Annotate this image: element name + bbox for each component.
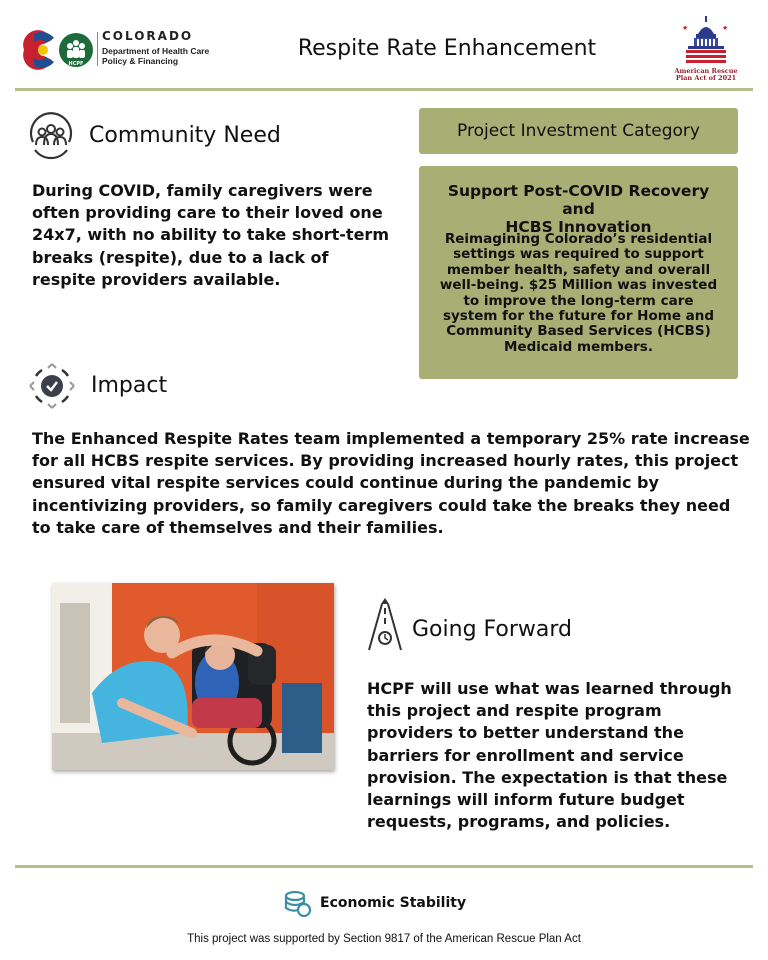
logo-dept-line1: Department of Health Care: [102, 46, 210, 56]
road-forward-icon: [365, 596, 405, 654]
coin-stack-icon: [284, 890, 312, 918]
caregiver-photo: [52, 583, 334, 770]
community-need-heading: Community Need: [89, 123, 281, 148]
investment-category-title: Project Investment Category: [457, 121, 700, 141]
colorado-flag-icon: [20, 30, 96, 70]
logo-dept-line2: Policy & Financing: [102, 56, 179, 66]
colorado-hcpf-logo: [20, 30, 220, 70]
svg-text:★: ★: [722, 24, 729, 32]
investment-body-line: system for the future for Home and: [442, 308, 715, 325]
investment-category-body-box: [419, 166, 738, 379]
community-need-line: respite providers available.: [32, 269, 281, 289]
going-forward-line: requests, programs, and policies.: [367, 812, 671, 832]
investment-body-line: Reimagining Colorado’s residential: [444, 231, 713, 247]
community-group-icon: [26, 112, 76, 160]
impact-line: to take care of themselves and their families.: [32, 517, 444, 537]
going-forward-heading: Going Forward: [412, 617, 572, 642]
going-forward-text: [367, 678, 757, 833]
impact-line: for all HCBS respite services. By providing increased hourly rates, this project: [32, 451, 739, 471]
page-title: Respite Rate Enhancement: [297, 36, 597, 61]
going-forward-line: provision. The expectation is that these: [367, 767, 728, 787]
going-forward-line: learnings will inform future budget: [367, 790, 685, 810]
going-forward-line: this project and respite program: [367, 701, 662, 721]
arp-text: [664, 68, 748, 82]
svg-text:★: ★: [682, 24, 689, 32]
impact-heading: Impact: [91, 373, 168, 398]
investment-body-line: well-being. $25 Million was invested: [439, 277, 718, 294]
logo-text: [102, 30, 209, 66]
svg-text:HCPF: HCPF: [68, 61, 84, 67]
investment-category-heading: [429, 182, 728, 236]
footer-divider: [15, 865, 753, 868]
impact-text: [32, 428, 752, 539]
investment-body-line: settings was required to support: [453, 246, 704, 263]
footer-note: This project was supported by Section 9817 of the American Rescue Plan Act: [187, 933, 581, 945]
logo-state: COLORADO: [102, 29, 194, 43]
investment-body-line: Community Based Services (HCBS): [446, 323, 711, 340]
impact-line: The Enhanced Respite Rates team implemented a temporary 25% rate increase: [32, 429, 750, 448]
impact-line: incentivizing providers, so family caregivers could take the breaks they need: [32, 495, 731, 515]
community-need-line: 24x7, with no ability to take short-term: [32, 225, 389, 245]
logo-divider: [97, 32, 98, 66]
header-divider: [15, 88, 753, 91]
investment-body-line: to improve the long-term care: [463, 292, 694, 309]
community-need-line: often providing care to their loved one: [32, 203, 383, 223]
going-forward-line: barriers for enrollment and service: [367, 745, 684, 765]
arp-line1: American Rescue: [674, 67, 738, 75]
going-forward-line: providers to better understand the: [367, 723, 684, 743]
impact-target-icon: [26, 360, 78, 412]
caregiver-photo-illustration: [52, 583, 334, 770]
investment-body-line: member health, safety and overall: [446, 261, 711, 278]
investment-category-title-box: [419, 108, 738, 154]
footer-category: Economic Stability: [320, 895, 467, 911]
impact-line: ensured vital respite services could continue during the pandemic by: [32, 473, 659, 493]
going-forward-line: HCPF will use what was learned through: [367, 679, 732, 698]
community-need-line: During COVID, family caregivers were: [32, 181, 373, 200]
arp-line2: Plan Act of 2021: [675, 74, 737, 82]
investment-head-line: Support Post-COVID Recovery and: [447, 182, 710, 218]
american-rescue-plan-logo: [664, 14, 748, 84]
investment-body-line: Medicaid members.: [504, 338, 653, 355]
investment-head-line: HCBS Innovation: [505, 218, 652, 236]
community-need-line: breaks (respite), due to a lack of: [32, 247, 329, 267]
investment-category-text: [429, 232, 728, 355]
capitol-dome-icon: [664, 14, 748, 68]
community-need-text: [32, 180, 402, 291]
